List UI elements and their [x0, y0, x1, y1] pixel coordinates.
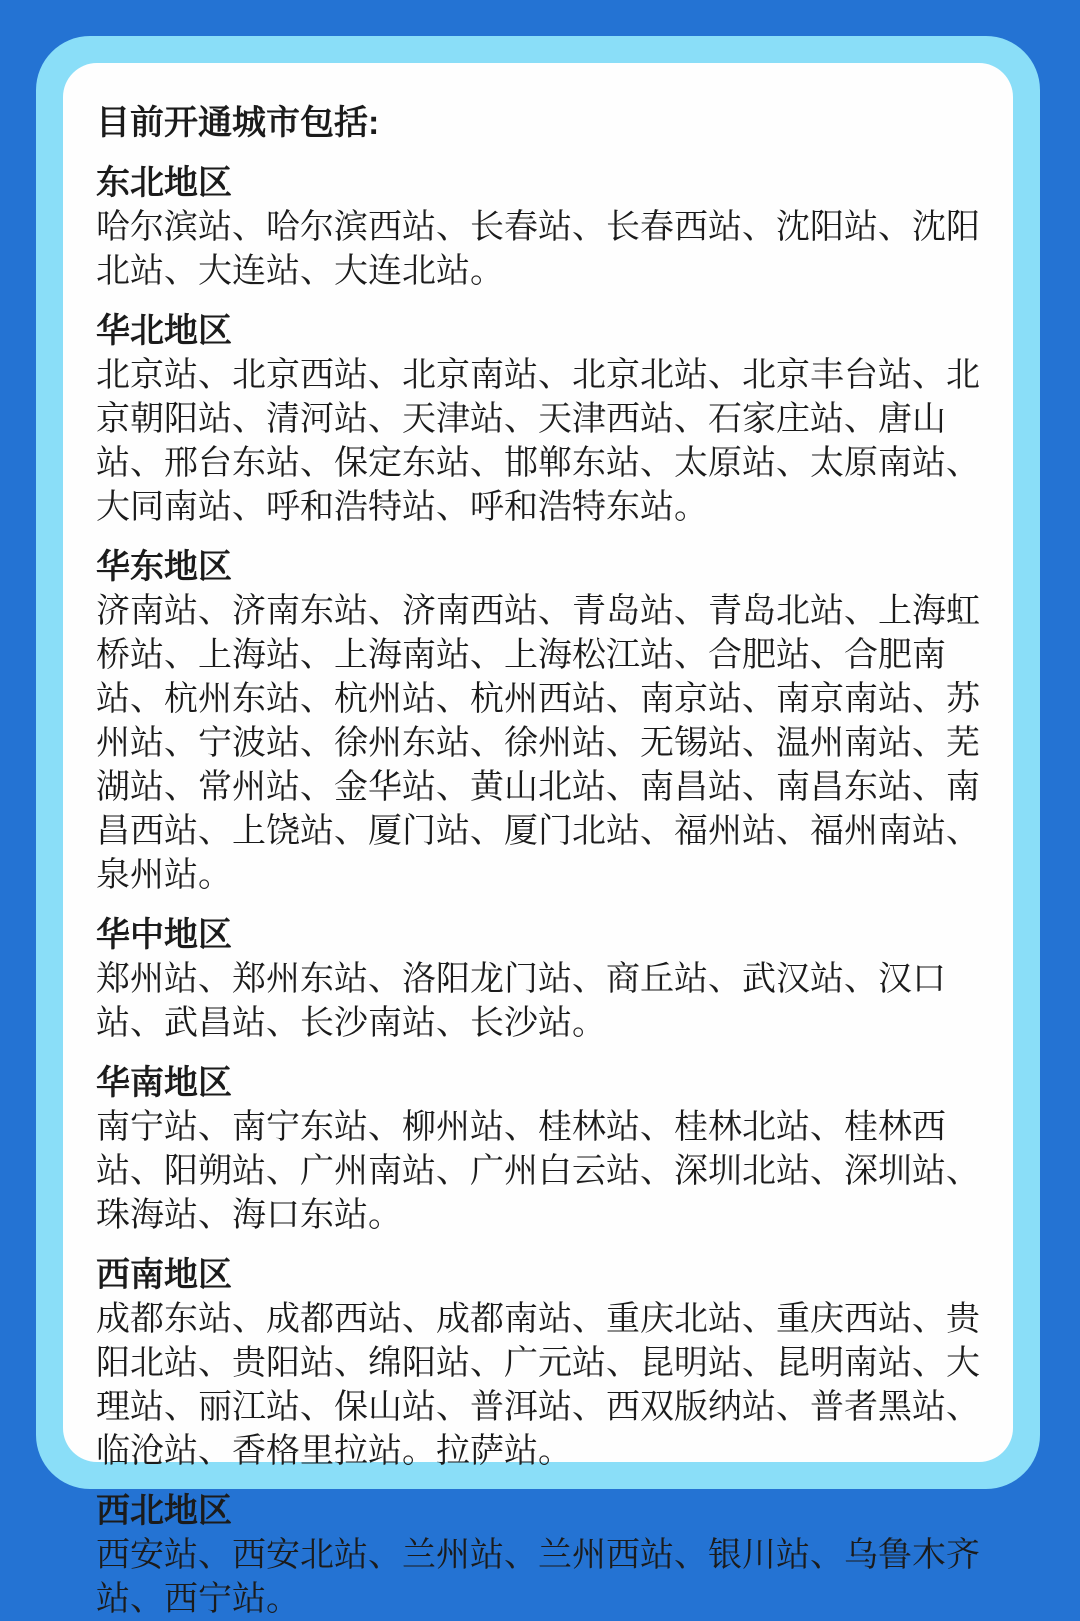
- card-frame: [36, 36, 1040, 1618]
- region-section: [96, 161, 985, 293]
- region-section: [96, 1489, 985, 1621]
- region-stations: 郑州站、郑州东站、洛阳龙门站、商丘站、武汉站、汉口站、武昌站、长沙南站、长沙站。: [96, 960, 946, 1042]
- region-heading: 西南地区: [96, 1256, 232, 1294]
- region-section: [96, 309, 985, 529]
- region-stations: 南宁站、南宁东站、柳州站、桂林站、桂林北站、桂林西站、阳朔站、广州南站、广州白云站、深圳北站、深圳站、珠海站、海口东站。: [96, 1108, 980, 1234]
- region-heading: 华东地区: [96, 548, 232, 586]
- region-stations: 济南站、济南东站、济南西站、青岛站、青岛北站、上海虹桥站、上海站、上海南站、上海松江站、合肥站、合肥南站、杭州东站、杭州站、杭州西站、南京站、南京南站、苏州站、宁波站、徐州东站、徐州站、无锡站、温州南站、芜湖站、常州站、金华站、黄山北站、南昌站、南昌东站、南昌西站、上饶站、厦门站、厦门北站、福州站、福州南站、泉州站。: [96, 592, 980, 894]
- region-section: [96, 913, 985, 1045]
- page-title: 目前开通城市包括:: [96, 104, 380, 142]
- region-heading: 华北地区: [96, 312, 232, 350]
- region-stations: 成都东站、成都西站、成都南站、重庆北站、重庆西站、贵阳北站、贵阳站、绵阳站、广元站、昆明站、昆明南站、大理站、丽江站、保山站、普洱站、西双版纳站、普者黑站、临沧站、香格里拉站。拉萨站。: [96, 1300, 980, 1470]
- region-heading: 华南地区: [96, 1064, 232, 1102]
- region-section: [96, 1061, 985, 1237]
- region-heading: 东北地区: [96, 164, 232, 202]
- content-card: [63, 63, 1013, 1618]
- sections: [96, 161, 985, 1621]
- region-stations: 西安站、西安北站、兰州站、兰州西站、银川站、乌鲁木齐站、西宁站。: [96, 1536, 980, 1618]
- region-section: [96, 1253, 985, 1473]
- region-stations: 北京站、北京西站、北京南站、北京北站、北京丰台站、北京朝阳站、清河站、天津站、天津西站、石家庄站、唐山站、邢台东站、保定东站、邯郸东站、太原站、太原南站、大同南站、呼和浩特站、呼和浩特东站。: [96, 356, 980, 526]
- region-section: [96, 545, 985, 897]
- region-heading: 西北地区: [96, 1492, 232, 1530]
- region-heading: 华中地区: [96, 916, 232, 954]
- region-stations: 哈尔滨站、哈尔滨西站、长春站、长春西站、沈阳站、沈阳北站、大连站、大连北站。: [96, 208, 980, 290]
